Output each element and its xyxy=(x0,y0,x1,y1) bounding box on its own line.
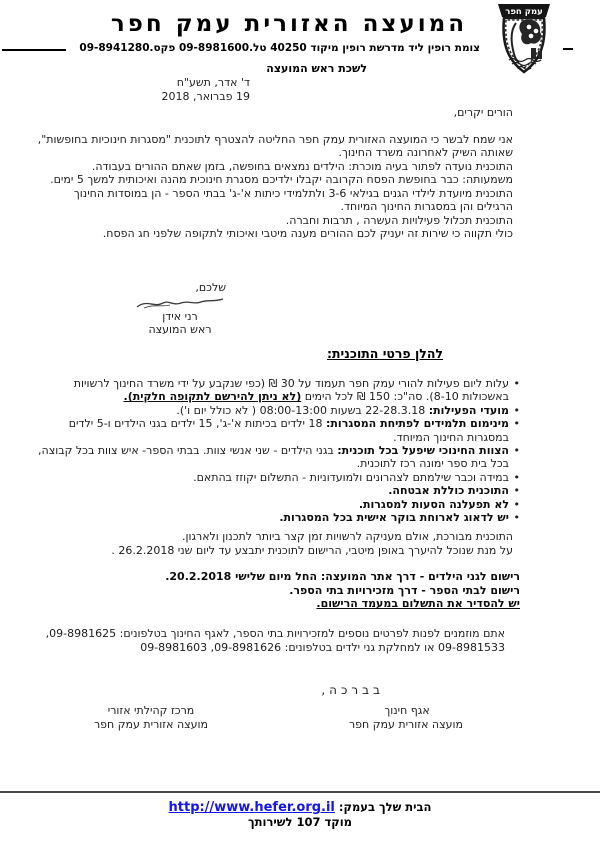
footer-home-line xyxy=(0,800,600,815)
hebrew-date: ד' אדר, תשע"ח xyxy=(176,76,250,89)
bullet-cost-text: עלות ליום פעילות להורי עמק חפר תעמוד על 30 ₪ (כפי שנקבע על ידי משרד החינוך לרשויות באשכולות 8-10). סה"כ: 150 ₪ לכל הימים xyxy=(73,377,509,404)
bullet-marker: • xyxy=(513,417,520,431)
details-heading: להלן פרטי התוכנית: xyxy=(326,346,443,361)
registration-payment-line: יש להסדיר את התשלום במעמד הרישום. xyxy=(316,597,520,611)
paragraph-announcement: אני שמח לבשר כי המועצה האזורית עמק חפר החליטה להצטרף לתוכנית "מסגרות חינוכיות בחופשות", שאותה השיק לאחרונה משרד החינוך. xyxy=(37,132,513,159)
contact-paragraph: אתם מוזמנים לפנות לפרטים נוספים למזכירויות בתי הספר, לאגף החינוך בטלפונים: 09-8981625, 09-8981533 או למחלקת גני ילדים בטלפונים: 09-8981626, 09-8981603 xyxy=(45,627,505,654)
header-dash-left xyxy=(2,49,66,51)
website-link[interactable]: http://www.hefer.org.il xyxy=(168,800,335,815)
signature-block xyxy=(132,281,228,336)
bullet-security xyxy=(37,484,520,497)
note-blessed: התוכנית מבורכת, אולם מעניקה לרשויות זמן קצר ביותר לתכנון ולארגון. xyxy=(181,530,513,543)
signatory-education-dept xyxy=(348,704,463,732)
paragraph-meaning: משמעותה: כבר בחופשת הפסח הקרובה יקבלו ילדיכם מסגרת חינוכית מהנה ואיכותית למשך 5 ימים. xyxy=(50,173,513,186)
bullet-breakfast-text: יש לדאוג לארוחת בוקר אישית בכל המסגרות. xyxy=(279,511,509,525)
bullet-staff-label: הצוות החינוכי שיפעל בכל תוכנית: xyxy=(337,444,509,458)
paragraph-activities: התוכנית תכלול פעילויות העשרה , תרבות וחברה. xyxy=(285,213,513,227)
bullet-marker: • xyxy=(513,403,520,417)
letter-body xyxy=(35,106,513,241)
signatory-council: מועצה אזורית עמק חפר xyxy=(348,718,463,731)
paragraph-hope: כולי תקווה כי שירות זה יעניק לכם ההורים מענה מיטבי ואיכותי לתקופה שלפני חג הפסח. xyxy=(102,227,513,240)
bullet-marker: • xyxy=(513,470,520,484)
bullet-staff-text: בגני הילדים - שני אנשי צוות. בבתי הספר- איש צוות בכל קבוצה, בכל בית ספר ימונה רכז לתוכנית. xyxy=(38,444,509,471)
footer-home-label: הבית שלך בעמק: xyxy=(338,800,432,814)
paragraph-audience: התוכנית מיועדת לילדי הגנים בגילאי 3-6 ולתלמידי כיתות א'-ג' בבתי הספר - הן במוסדות החינוך הרגילים והן במסגרות החינוך המיוחד. xyxy=(73,186,513,213)
bullet-marker: • xyxy=(513,377,520,390)
note-deadline: על מנת שנוכל להיערך באופן מיטבי, הרישום לתוכנית יתבצע עד ליום שני 26.2.2018 . xyxy=(111,543,513,557)
bullet-minimum xyxy=(37,417,520,444)
paragraph-problem: התוכנית נועדה לפתור בעיה מוכרת: הילדים נמצאים בחופשה, בזמן שאתם ההורים בעבודה. xyxy=(91,159,513,173)
bullet-dates xyxy=(37,404,520,417)
closing-salutation: בברכה, xyxy=(321,683,384,697)
bullet-offset-text: במידה וכבר שילמתם לצהרונים ולמועדוניות - התשלום יקוזז בהתאם. xyxy=(193,470,509,484)
bullet-security-text: התוכנית כוללת אבטחה. xyxy=(388,484,509,498)
bullet-cost xyxy=(37,377,520,404)
bullet-staff xyxy=(37,444,520,471)
bullet-transport-text: לא תפעלנה הסעות למסגרות. xyxy=(358,497,509,511)
bullet-cost-emphasis: (לא ניתן להירשם לתקופה חלקית). xyxy=(123,390,302,404)
office-label: לשכת ראש המועצה xyxy=(266,62,367,75)
signer-name: רני אידן xyxy=(162,310,198,323)
signer-title: ראש המועצה xyxy=(148,323,212,336)
registration-schools-line: רישום לבתי הספר - דרך מזכירויות בתי הספר. xyxy=(289,583,520,597)
footer xyxy=(0,800,600,830)
bullet-dates-text: 22-28.3.18 בשעות 08:00-13:00 ( לא כולל יום ו'). xyxy=(176,403,429,417)
signatory-org: מרכז קהילתי אזורי xyxy=(107,704,195,717)
registration-kindergarten-line: רישום לגני הילדים - דרך אתר המועצה: החל מיום שלישי 20.2.2018. xyxy=(165,570,520,583)
header-dash-right xyxy=(563,48,573,50)
bullet-minimum-text: 18 ילדים בכיתות א'-ג', 15 ילדים בגני הילדים ו-5 ילדים במסגרות החינוך המיוחד. xyxy=(68,417,509,444)
signoff: שלכם, xyxy=(195,281,226,294)
council-logo xyxy=(495,3,553,76)
bullet-transport xyxy=(37,498,520,511)
bullet-marker: • xyxy=(513,497,520,511)
bullet-offset xyxy=(37,471,520,484)
greeting: הורים יקרים, xyxy=(453,106,513,119)
address-line: צומת רופין ליד מדרשת רופין מיקוד 40250 טל.09-8981600 פקס.09-8941280 xyxy=(79,42,480,54)
bullet-minimum-label: מינימום תלמידים לפתיחת המסגרות: xyxy=(326,417,509,431)
council-title: המועצה האזורית עמק חפר xyxy=(110,11,468,37)
registration-notes xyxy=(35,530,513,557)
signatory-community-center xyxy=(92,704,210,732)
signatory-council: מועצה אזורית עמק חפר xyxy=(93,718,209,731)
bullet-marker: • xyxy=(513,484,520,498)
details-bullet-list xyxy=(37,377,520,524)
footer-divider xyxy=(0,791,600,793)
gregorian-date: 19 פברואר, 2018 xyxy=(161,89,250,103)
date-block xyxy=(162,76,251,103)
logo-banner-text: עמק חפר xyxy=(505,7,543,17)
bullet-marker: • xyxy=(513,511,520,525)
bullet-breakfast xyxy=(37,511,520,524)
signatory-org: אגף חינוך xyxy=(384,704,430,717)
registration-instructions xyxy=(37,570,520,611)
hotline-label: מוקד 107 לשירותך xyxy=(248,815,352,829)
signature-scribble xyxy=(134,295,226,310)
bullet-dates-label: מועדי הפעילות: xyxy=(428,403,509,417)
bullet-marker: • xyxy=(513,444,520,458)
